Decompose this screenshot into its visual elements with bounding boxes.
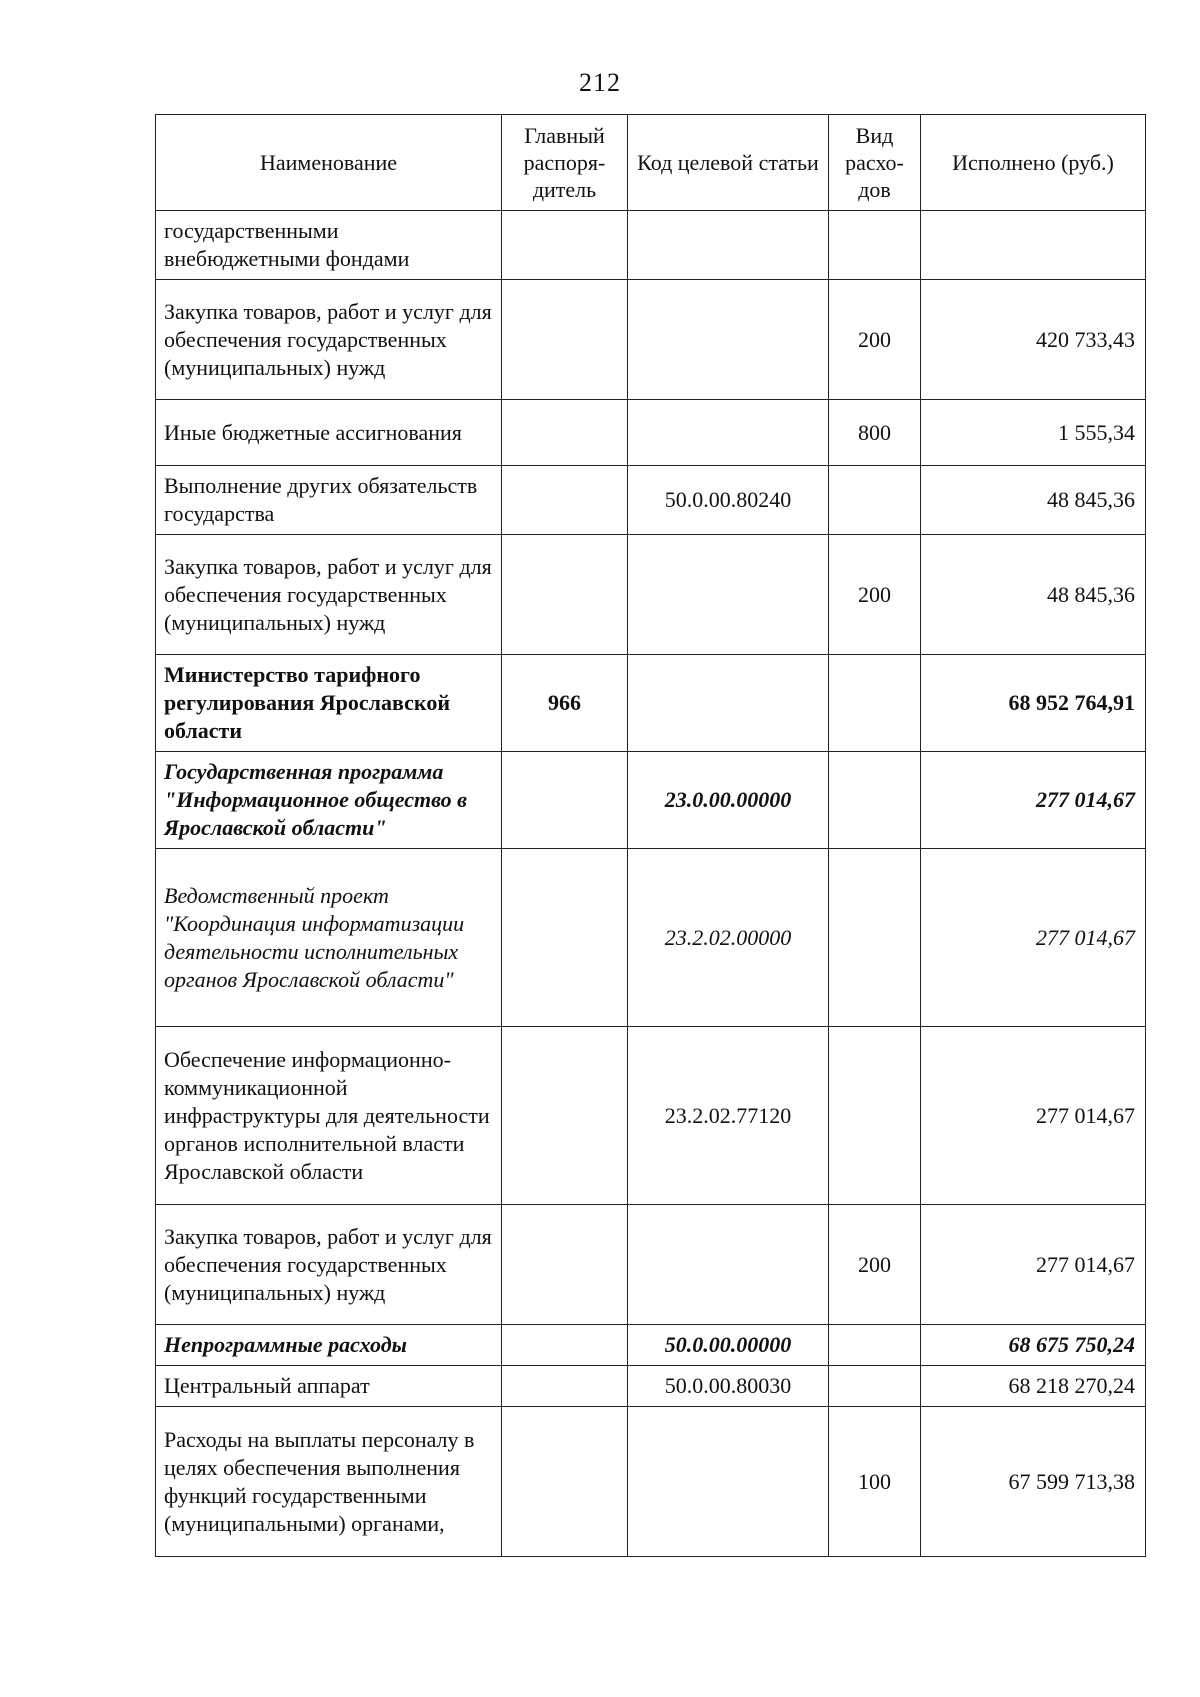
row-target-code: 23.0.00.00000 <box>628 752 829 849</box>
row-grbs: 966 <box>502 655 628 752</box>
row-amount: 277 014,67 <box>921 1205 1146 1325</box>
row-target-code <box>628 280 829 400</box>
header-grbs: Главный распоря-дитель <box>502 115 628 211</box>
table-row <box>156 535 1146 655</box>
row-amount: 1 555,34 <box>921 400 1146 466</box>
table-row <box>156 400 1146 466</box>
row-name: Обеспечение информационно-коммуникационной инфраструктуры для деятельности органов исполнительной власти Ярославской области <box>156 1027 502 1205</box>
row-grbs <box>502 280 628 400</box>
row-amount <box>921 211 1146 280</box>
row-grbs <box>502 211 628 280</box>
row-expense-type: 800 <box>829 400 921 466</box>
row-expense-type <box>829 466 921 535</box>
row-target-code <box>628 400 829 466</box>
row-amount: 68 952 764,91 <box>921 655 1146 752</box>
row-amount: 277 014,67 <box>921 1027 1146 1205</box>
row-expense-type: 200 <box>829 535 921 655</box>
budget-table <box>155 114 1146 1557</box>
row-grbs <box>502 849 628 1027</box>
row-name: Непрограммные расходы <box>156 1325 502 1366</box>
row-amount: 277 014,67 <box>921 849 1146 1027</box>
row-name: государственными внебюджетными фондами <box>156 211 502 280</box>
row-target-code: 23.2.02.00000 <box>628 849 829 1027</box>
row-target-code <box>628 211 829 280</box>
header-target-code: Код целевой статьи <box>628 115 829 211</box>
row-name: Государственная программа "Информационное общество в Ярославской области" <box>156 752 502 849</box>
row-expense-type: 200 <box>829 280 921 400</box>
row-expense-type <box>829 655 921 752</box>
row-expense-type <box>829 211 921 280</box>
table-row <box>156 1027 1146 1205</box>
table-row <box>156 849 1146 1027</box>
row-name: Центральный аппарат <box>156 1366 502 1407</box>
page-number: 212 <box>579 68 621 97</box>
row-amount: 48 845,36 <box>921 535 1146 655</box>
table-row <box>156 466 1146 535</box>
row-amount: 48 845,36 <box>921 466 1146 535</box>
row-name: Закупка товаров, работ и услуг для обеспечения государственных (муниципальных) нужд <box>156 280 502 400</box>
row-expense-type <box>829 1325 921 1366</box>
row-target-code <box>628 1407 829 1557</box>
table-header <box>156 115 1146 211</box>
table-row <box>156 1366 1146 1407</box>
row-expense-type <box>829 1027 921 1205</box>
table-row <box>156 752 1146 849</box>
table-row <box>156 280 1146 400</box>
row-name: Выполнение других обязательств государства <box>156 466 502 535</box>
row-grbs <box>502 1325 628 1366</box>
row-amount: 420 733,43 <box>921 280 1146 400</box>
row-grbs <box>502 752 628 849</box>
row-amount: 67 599 713,38 <box>921 1407 1146 1557</box>
row-expense-type: 100 <box>829 1407 921 1557</box>
row-expense-type <box>829 752 921 849</box>
table-row <box>156 1407 1146 1557</box>
table-row <box>156 211 1146 280</box>
header-executed-amount: Исполнено (руб.) <box>921 115 1146 211</box>
row-target-code <box>628 535 829 655</box>
row-target-code: 50.0.00.80030 <box>628 1366 829 1407</box>
table-row <box>156 1205 1146 1325</box>
row-grbs <box>502 535 628 655</box>
row-target-code: 50.0.00.00000 <box>628 1325 829 1366</box>
row-expense-type <box>829 849 921 1027</box>
row-grbs <box>502 1205 628 1325</box>
row-name: Иные бюджетные ассигнования <box>156 400 502 466</box>
row-grbs <box>502 1407 628 1557</box>
header-expense-type: Вид расхо-дов <box>829 115 921 211</box>
row-amount: 277 014,67 <box>921 752 1146 849</box>
row-expense-type <box>829 1366 921 1407</box>
row-grbs <box>502 1366 628 1407</box>
row-target-code <box>628 1205 829 1325</box>
row-name: Министерство тарифного регулирования Ярославской области <box>156 655 502 752</box>
row-target-code: 50.0.00.80240 <box>628 466 829 535</box>
row-grbs <box>502 1027 628 1205</box>
row-target-code <box>628 655 829 752</box>
row-grbs <box>502 400 628 466</box>
row-grbs <box>502 466 628 535</box>
table-row <box>156 1325 1146 1366</box>
table-row <box>156 655 1146 752</box>
row-amount: 68 218 270,24 <box>921 1366 1146 1407</box>
row-target-code: 23.2.02.77120 <box>628 1027 829 1205</box>
table-body <box>156 211 1146 1557</box>
row-name: Расходы на выплаты персоналу в целях обеспечения выполнения функций государственными (муниципальными) органами, <box>156 1407 502 1557</box>
header-name: Наименование <box>156 115 502 211</box>
row-amount: 68 675 750,24 <box>921 1325 1146 1366</box>
row-name: Закупка товаров, работ и услуг для обеспечения государственных (муниципальных) нужд <box>156 1205 502 1325</box>
row-name: Ведомственный проект "Координация информатизации деятельности исполнительных органов Ярославской области" <box>156 849 502 1027</box>
row-name: Закупка товаров, работ и услуг для обеспечения государственных (муниципальных) нужд <box>156 535 502 655</box>
row-expense-type: 200 <box>829 1205 921 1325</box>
